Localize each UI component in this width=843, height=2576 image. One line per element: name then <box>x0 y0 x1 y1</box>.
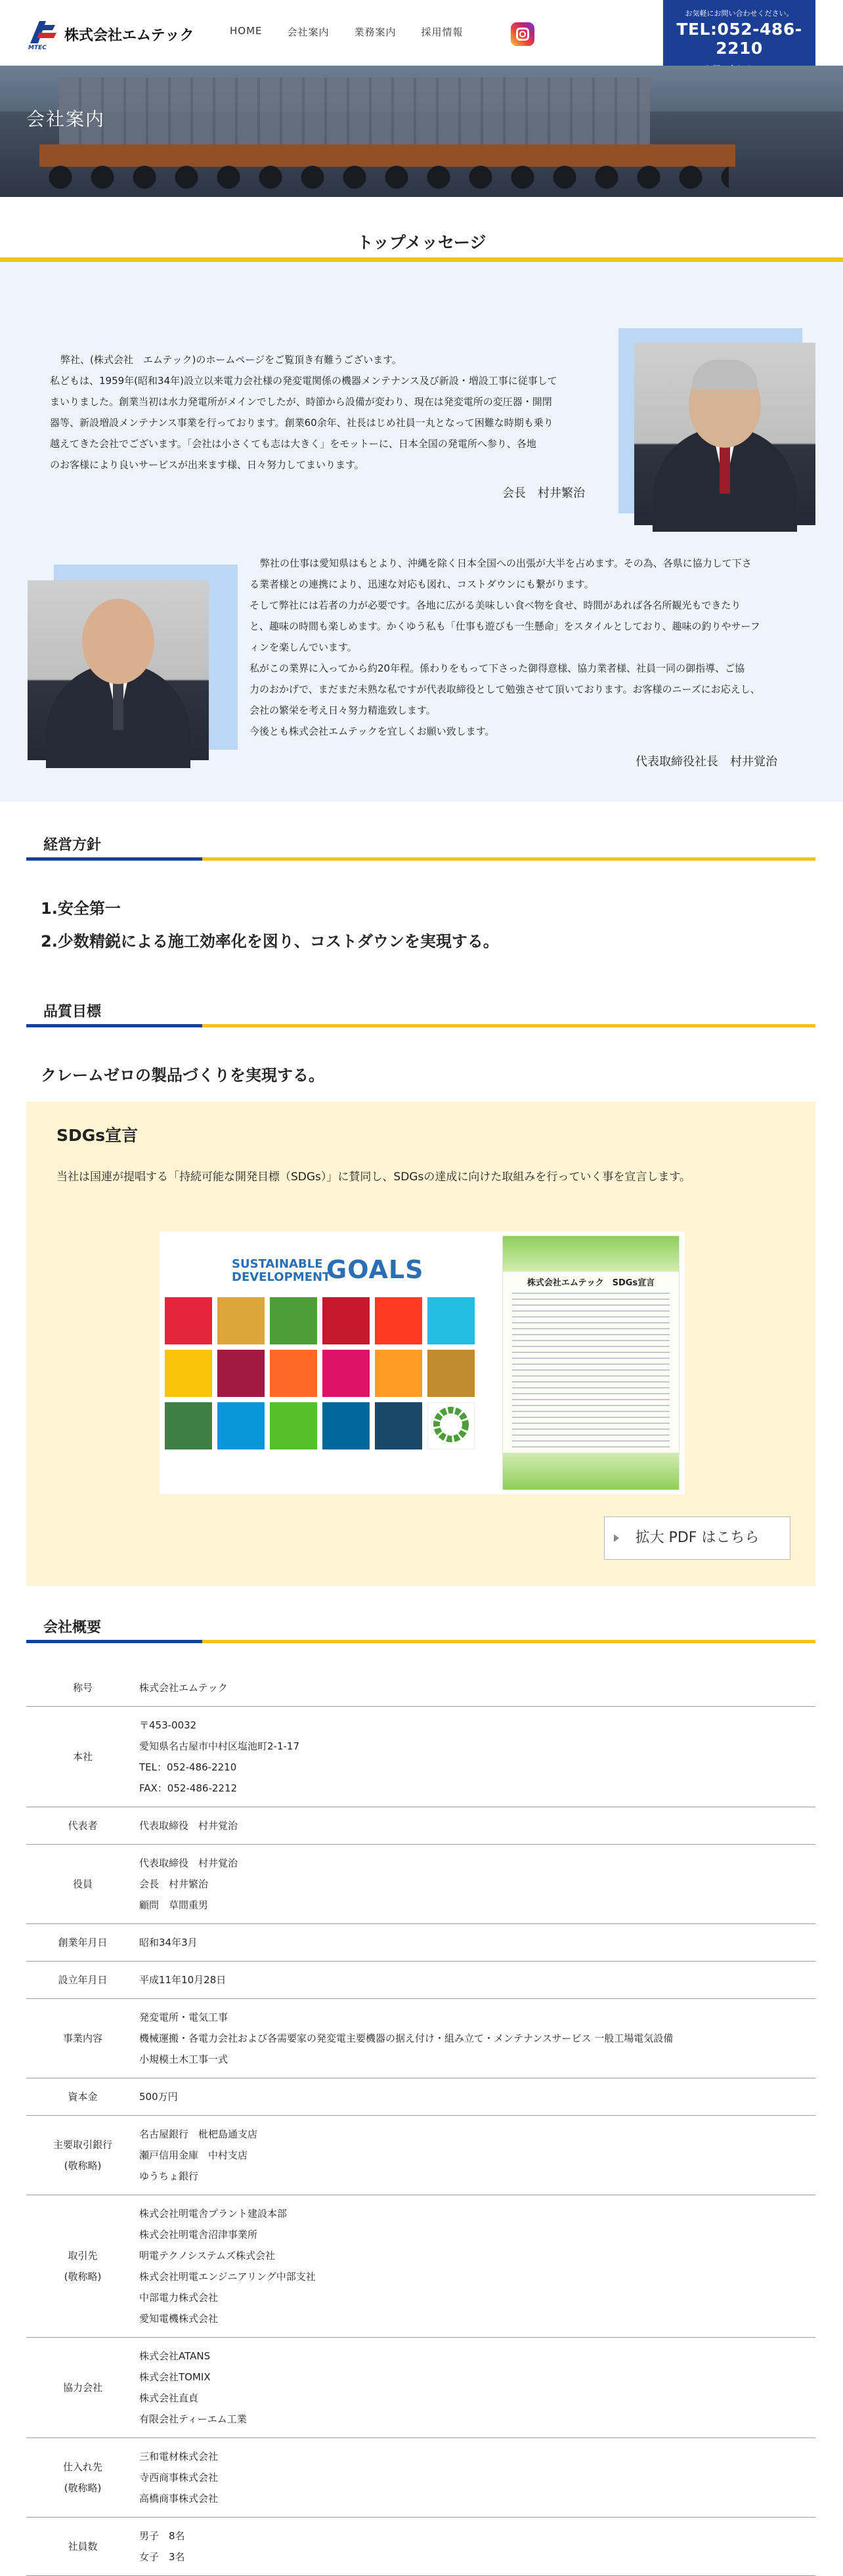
top-message-title: トップメッセージ <box>357 233 486 252</box>
message-line: 弊社、(株式会社 エムテック)のホームページをご覧頂き有難うございます。 <box>60 354 402 366</box>
overview-underline <box>26 1640 815 1643</box>
table-value-text: 愛知電機株式会社 <box>139 2313 219 2325</box>
table-row <box>26 1807 815 1845</box>
table-value-text: 代表取締役 村井覚治 <box>139 1857 238 1869</box>
table-value-text: 〒453-0032 <box>139 1719 197 1731</box>
table-key <box>26 1707 139 1807</box>
table-value-text: 中部電力株式会社 <box>139 2292 219 2304</box>
table-value-text: 発変電所・電気工事 <box>139 2011 228 2023</box>
table-value-text: TEL：052-486-2210 <box>139 1761 237 1773</box>
message-line: ィンを楽しんでいます。 <box>249 641 357 653</box>
table-key-text: 代表者 <box>68 1820 98 1832</box>
table-row <box>26 2518 815 2576</box>
table-value-text: 株式会社TOMIX <box>139 2371 211 2383</box>
table-value-text: 男子 8名 <box>139 2530 185 2542</box>
table-value-text: 株式会社明電舎プラント建設本部 <box>139 2208 288 2220</box>
table-key <box>26 2438 139 2518</box>
table-row <box>26 1999 815 2078</box>
table-value-text: 瀬戸信用金庫 中村支店 <box>139 2149 248 2161</box>
contact-note: お気軽にお問い合わせください。 <box>685 9 794 18</box>
table-row <box>26 1924 815 1962</box>
mtec-logo-icon <box>26 17 60 51</box>
table-value-text: 三和電材株式会社 <box>139 2451 219 2462</box>
sdgs-goals-word: GOALS <box>326 1255 424 1284</box>
hero-overlay <box>0 66 843 197</box>
message-line: 今後とも株式会社エムテックを宜しくお願い致します。 <box>249 725 495 737</box>
table-value-text: 名古屋銀行 枇杷島通支店 <box>139 2128 258 2140</box>
president-photo <box>28 580 209 760</box>
table-value-text: 500万円 <box>139 2091 178 2103</box>
table-value <box>139 1707 815 1807</box>
table-row <box>26 2438 815 2518</box>
main-nav <box>230 25 464 39</box>
table-value-text: FAX：052-486-2212 <box>139 1782 238 1794</box>
table-key-text: 事業内容 <box>62 2032 102 2044</box>
message-line: 私どもは、1959年(昭和34年)設立以来電力会社様の発変電関係の機器メンテナンス及び新設・増設工事に従事して <box>50 375 557 387</box>
sdgs-poster <box>502 1235 680 1490</box>
message-line: 弊社の仕事は愛知県はもとより、沖縄を除く日本全国への出張が大半を占めます。その為、各県に協力して下さ <box>260 557 752 569</box>
poster-leaf-top <box>503 1236 679 1272</box>
nav-business[interactable]: 業務案内 <box>354 26 397 38</box>
message-line: 力のおかげで、まだまだ未熟な私ですが代表取締役として勉強させて頂いております。お客様のニーズにお応えし、 <box>249 683 760 695</box>
president-signature: 代表取締役社長 村井覚治 <box>636 755 777 769</box>
table-key-text: 創業年月日 <box>58 1937 108 1948</box>
sdg-goal-tile <box>217 1402 265 1449</box>
message-line: そして弊社には若者の力が必要です。各地に広がる美味しい食べ物を食せ、時間があれば各名所観光もできたり <box>249 599 741 611</box>
president-message <box>249 553 794 742</box>
table-value-text: 株式会社直貞 <box>139 2392 199 2404</box>
sdg-goal-tile <box>217 1350 265 1397</box>
table-key-text: (敬称略) <box>64 2160 102 2172</box>
table-key-text: 称号 <box>72 1682 93 1694</box>
table-value <box>139 2078 815 2116</box>
table-key <box>26 2078 139 2116</box>
quality-title: 品質目標 <box>43 1004 102 1020</box>
company-overview-table <box>26 1669 815 2576</box>
table-key <box>26 1924 139 1962</box>
nav-company[interactable]: 会社案内 <box>287 26 330 38</box>
table-value <box>139 2438 815 2518</box>
table-value-text: 会長 村井繁治 <box>139 1878 209 1890</box>
table-value <box>139 2338 815 2438</box>
chairman-signature: 会長 村井繁治 <box>502 486 585 500</box>
table-value-text: 顧問 草間重男 <box>139 1899 209 1911</box>
table-value-text: 機械運搬・各電力会社および各需要家の発変電主要機器の据え付け・組み立て・メンテナンスサービス 一般工場電気設備 <box>139 2032 674 2044</box>
table-value <box>139 2195 815 2338</box>
message-line: 器等、新設増設メンテナンス事業を行っております。創業60余年、社長はじめ社員一丸となって困難な時期も乗り <box>50 417 553 429</box>
quality-text: クレームゼロの製品づくりを実現する。 <box>41 1066 324 1084</box>
table-key-text: (敬称略) <box>64 2271 102 2283</box>
quality-underline <box>26 1024 815 1027</box>
table-value-text: 高橋商事株式会社 <box>139 2493 219 2504</box>
table-row <box>26 2116 815 2195</box>
chairman-message <box>50 349 601 475</box>
table-row <box>26 1707 815 1807</box>
table-key <box>26 1845 139 1924</box>
sdg-goal-tile <box>165 1297 212 1344</box>
sdg-goal-tile <box>427 1350 475 1397</box>
logo-text: 株式会社エムテック <box>64 27 194 44</box>
phone-number[interactable]: TEL:052-486-2210 <box>676 20 802 58</box>
table-key-text: 本社 <box>72 1751 93 1763</box>
message-line: と、趣味の時間も楽しめます。かくゆう私も「仕事も遊びも一生懸命」をスタイルとしており、趣味の釣りやサーフ <box>249 620 760 632</box>
table-key <box>26 1962 139 1999</box>
message-line: 会社の繁栄を考え日々努力精進致します。 <box>249 704 436 716</box>
table-key <box>26 1999 139 2078</box>
table-key-text: 役員 <box>72 1878 93 1890</box>
sdg-goal-tile <box>270 1402 317 1449</box>
sdg-goal-tile <box>375 1402 422 1449</box>
overview-title: 会社概要 <box>43 1620 102 1636</box>
table-key-text: 主要取引銀行 <box>53 2139 112 2151</box>
table-value-text: 株式会社エムテック <box>139 1682 228 1694</box>
message-line: まいりました。創業当初は水力発電所がメインでしたが、時節から設備が変わり、現在は発変電所の変圧器・開閉 <box>50 396 552 408</box>
table-value-text: 小規模土木工事一式 <box>139 2053 228 2065</box>
table-value-text: 愛知県名古屋市中村区塩池町2-1-17 <box>139 1740 300 1752</box>
policy-item-1: 1.安全第一 <box>41 899 121 918</box>
table-value-text: ゆうちょ銀行 <box>139 2170 199 2182</box>
table-key-text: 協力会社 <box>62 2382 102 2394</box>
table-key-text: 社員数 <box>68 2541 98 2552</box>
sdg-goal-tile <box>165 1350 212 1397</box>
sdg-goal-tile <box>270 1297 317 1344</box>
section-divider <box>0 257 843 262</box>
table-row <box>26 2195 815 2338</box>
table-key-text: (敬称略) <box>64 2482 102 2494</box>
table-key <box>26 2338 139 2438</box>
table-value <box>139 1999 815 2078</box>
table-value <box>139 1807 815 1845</box>
nav-home[interactable]: HOME <box>230 25 263 37</box>
poster-body-text <box>512 1293 670 1448</box>
table-value-text: 代表取締役 村井覚治 <box>139 1820 238 1832</box>
sdgs-text: 当社は国連が提唱する「持続可能な開発目標（SDGs）」に賛同し、SDGsの達成に向けた取組みを行っていく事を宣言します。 <box>56 1170 691 1184</box>
poster-leaf-bottom <box>503 1453 679 1490</box>
instagram-icon[interactable] <box>511 22 534 46</box>
policy-item-2: 2.少数精鋭による施工効率化を図り、コストダウンを実現する。 <box>41 932 499 951</box>
contact-box[interactable] <box>663 0 815 66</box>
table-value-text: 平成11年10月28日 <box>139 1974 227 1986</box>
table-key-text: 仕入れ先 <box>62 2461 102 2473</box>
table-row <box>26 2078 815 2116</box>
table-value-text: 有限会社ティーエム工業 <box>139 2413 247 2425</box>
message-line: る業者様との連携により、迅速な対応も図れ、コストダウンにも繋がります。 <box>249 578 594 590</box>
poster-title: 株式会社エムテック SDGs宣言 <box>527 1278 655 1288</box>
table-key-text: 設立年月日 <box>58 1974 108 1986</box>
table-value <box>139 1845 815 1924</box>
sdg-goal-tile <box>375 1350 422 1397</box>
sdg-wheel-icon <box>427 1402 475 1449</box>
table-value-text: 株式会社ATANS <box>139 2350 211 2362</box>
goals-head-line-2: DEVELOPMENT <box>232 1270 331 1284</box>
sdg-goal-tile <box>217 1297 265 1344</box>
table-row <box>26 1962 815 1999</box>
table-key <box>26 1669 139 1707</box>
table-value-text: 株式会社明電舎沼津事業所 <box>139 2229 258 2241</box>
table-key <box>26 1807 139 1845</box>
hero-banner <box>0 66 843 197</box>
sdgs-goals-heading <box>232 1258 330 1284</box>
policy-title: 経営方針 <box>43 837 102 853</box>
message-line: 私がこの業界に入ってから約20年程。係わりをもって下さった御得意様、協力業者様、社員一同の御指導、ご協 <box>249 662 745 674</box>
table-value <box>139 1924 815 1962</box>
page-title: 会社案内 <box>26 108 106 130</box>
sdg-goal-tile <box>322 1350 370 1397</box>
table-value <box>139 1669 815 1707</box>
chairman-photo <box>634 343 815 525</box>
sdg-goal-tile <box>270 1350 317 1397</box>
sdg-goal-tile <box>322 1402 370 1449</box>
table-value-text: 明電テクノシステムズ株式会社 <box>139 2250 276 2262</box>
message-line: 越えてきた会社でございます。「会社は小さくても志は大きく」をモットーに、日本全国の発電所へ参り、各地 <box>50 438 536 450</box>
table-value <box>139 2116 815 2195</box>
sdg-goal-tile <box>375 1297 422 1344</box>
sdg-goal-tile <box>427 1297 475 1344</box>
site-header <box>0 0 843 66</box>
table-key-text: 資本金 <box>68 2091 98 2103</box>
table-value-text: 寺西商事株式会社 <box>139 2472 219 2483</box>
table-key-text: 取引先 <box>68 2250 98 2262</box>
table-key <box>26 2195 139 2338</box>
nav-recruit[interactable]: 採用情報 <box>421 26 464 38</box>
sdgs-title: SDGs宣言 <box>56 1126 139 1145</box>
table-row <box>26 1845 815 1924</box>
table-value <box>139 1962 815 1999</box>
sdg-goal-tile <box>322 1297 370 1344</box>
sdgs-image[interactable] <box>160 1232 685 1494</box>
table-value-text: 株式会社明電エンジニアリング中部支社 <box>139 2271 316 2283</box>
table-row <box>26 2338 815 2438</box>
table-row <box>26 1669 815 1707</box>
table-value-text: 女子 3名 <box>139 2551 185 2563</box>
logo-subtext: MTEC <box>28 45 47 51</box>
site-logo[interactable] <box>26 17 194 51</box>
message-line: のお客様により良いサービスが出来ます様、日々努力してまいります。 <box>50 459 364 471</box>
pdf-button[interactable]: 拡大 PDF はこちら <box>604 1516 790 1560</box>
table-value-text: 昭和34年3月 <box>139 1937 198 1948</box>
sdg-goal-tile <box>165 1402 212 1449</box>
policy-underline <box>26 857 815 861</box>
goals-head-line-1: SUSTAINABLE <box>232 1257 323 1271</box>
table-key <box>26 2116 139 2195</box>
table-value <box>139 2518 815 2576</box>
table-key <box>26 2518 139 2576</box>
